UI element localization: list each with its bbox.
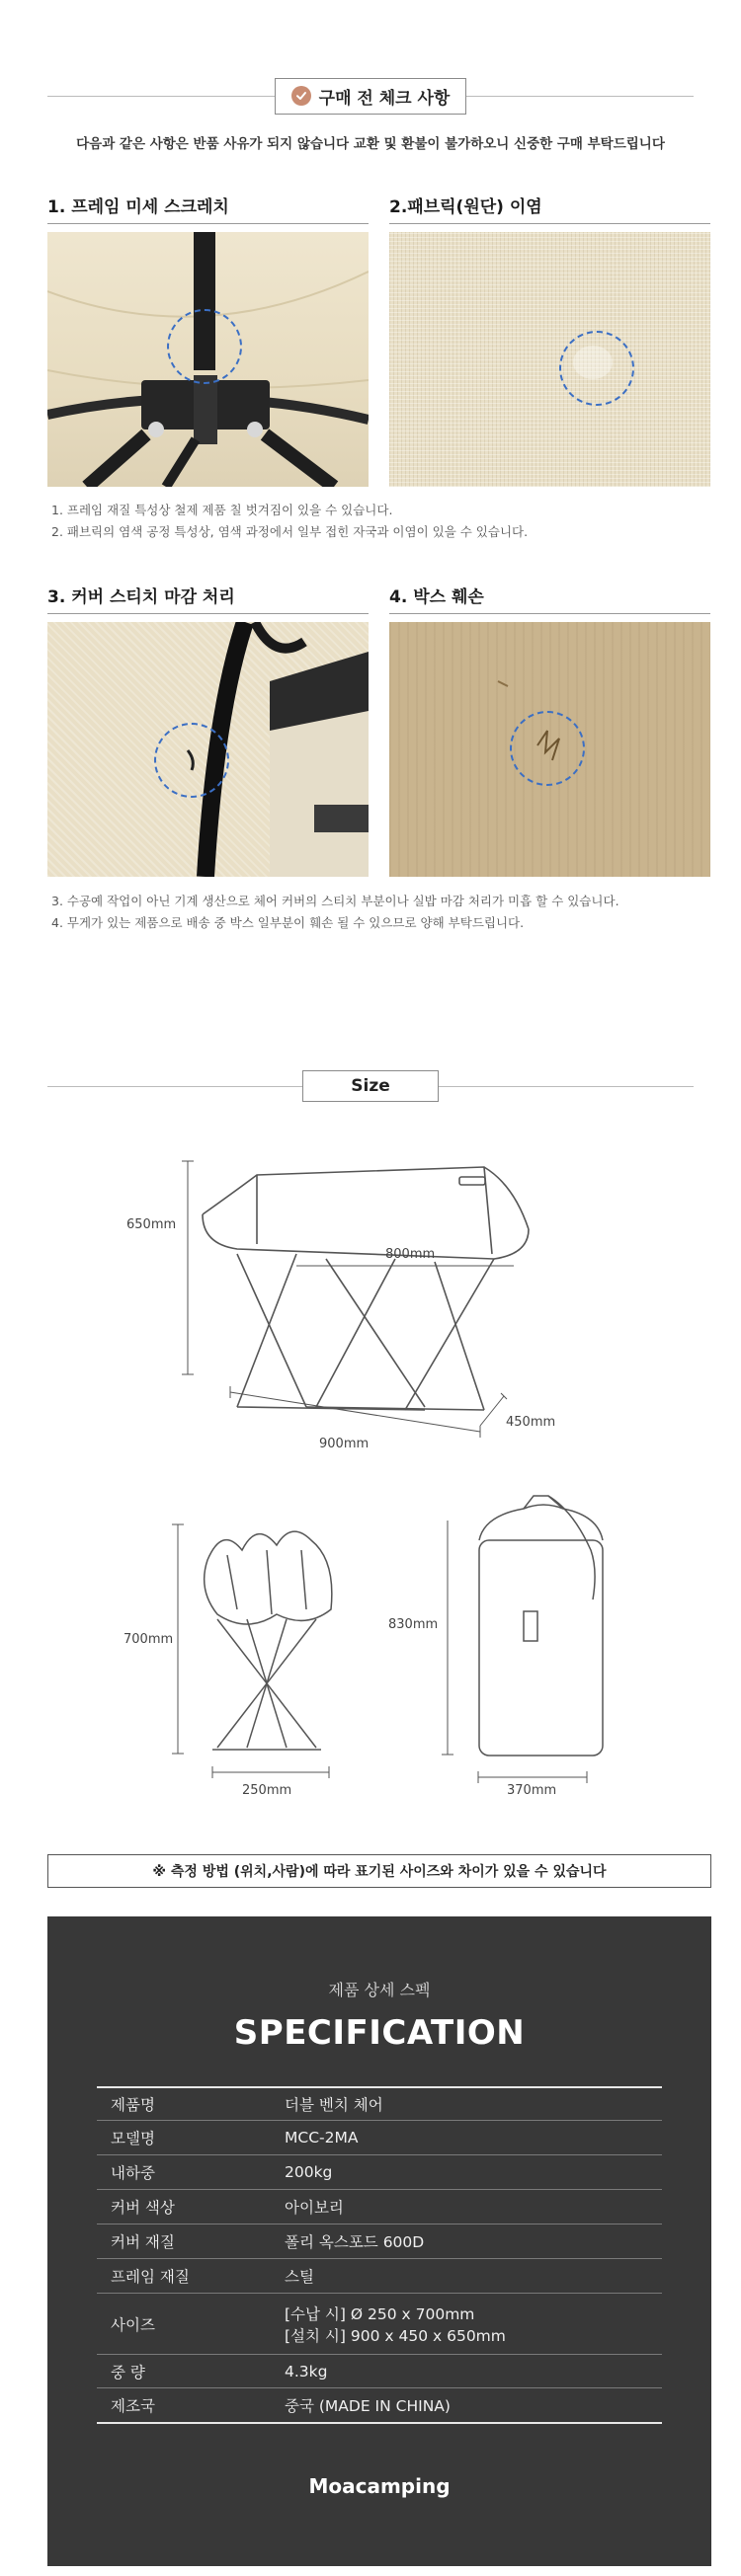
spec-value: 아이보리 — [285, 2199, 344, 2217]
highlight-circle — [559, 331, 634, 406]
spec-value: 폴리 옥스포드 600D — [285, 2233, 425, 2251]
spec-row-cover-color — [97, 2190, 662, 2225]
spec-row-weight — [97, 2355, 662, 2388]
size-section-header — [47, 1066, 694, 1106]
check-item-title: 1. 프레임 미세 스크레치 — [47, 193, 369, 224]
desc-line: 1. 프레임 재질 특성상 철제 제품 칠 벗겨짐이 있을 수 있습니다. — [51, 503, 393, 517]
box-damage-photo — [389, 622, 710, 877]
desc-line: 3. 수공예 작업이 아닌 기계 생산으로 체어 커버의 스티치 부분이나 실밥 마감 처리가 미흡 할 수 있습니다. — [51, 894, 619, 908]
brand-logo-text: Moacamping — [308, 2474, 451, 2498]
highlight-circle — [154, 723, 229, 798]
check-item-title: 4. 박스 훼손 — [389, 583, 710, 614]
spec-value — [285, 2303, 662, 2346]
spec-value: 200kg — [285, 2163, 333, 2181]
spec-row-load — [97, 2155, 662, 2190]
spec-value: MCC-2MA — [285, 2129, 359, 2147]
check-section-header — [47, 76, 694, 116]
spec-title: SPECIFICATION — [233, 2013, 526, 2053]
dim-folded-width: 250mm — [242, 1783, 292, 1798]
spec-key: 커버 재질 — [111, 2233, 175, 2251]
highlight-circle — [167, 309, 242, 384]
check-title: 구매 전 체크 사항 — [318, 88, 451, 109]
spec-value-line: [설치 시] 900 x 450 x 650mm — [285, 2326, 506, 2345]
spec-row-size — [97, 2294, 662, 2355]
spec-value: 더블 벤치 체어 — [285, 2096, 383, 2114]
spec-value-line: [수납 시] Ø 250 x 700mm — [285, 2304, 475, 2323]
dim-width-inner: 800mm — [385, 1247, 436, 1262]
spec-value: 스틸 — [285, 2268, 314, 2286]
check-item-fabric-stain — [389, 193, 710, 487]
desc-line: 2. 패브릭의 염색 공정 특성상, 염색 과정에서 일부 접힌 자국과 이염이 있을 수 있습니다. — [51, 524, 529, 539]
size-measurement-note: ※ 측정 방법 (위치,사람)에 따라 표기된 사이즈와 차이가 있을 수 있습니다 — [47, 1854, 711, 1888]
spec-row-model — [97, 2121, 662, 2155]
check-item-title: 2.패브릭(원단) 이염 — [389, 193, 710, 224]
check-item-frame-scratch — [47, 193, 369, 487]
spec-key: 프레임 재질 — [111, 2268, 190, 2286]
check-title-box — [275, 78, 467, 115]
spec-key: 제품명 — [111, 2096, 155, 2114]
specification-panel — [47, 1916, 711, 2566]
dim-folded-height: 700mm — [124, 1632, 174, 1647]
dim-depth: 450mm — [506, 1415, 556, 1430]
fabric-stain-photo — [389, 232, 710, 487]
spec-key: 중 량 — [111, 2363, 145, 2381]
dim-bag-height: 830mm — [388, 1617, 439, 1632]
spec-value: 중국 (MADE IN CHINA) — [285, 2397, 451, 2415]
check-desc-a — [51, 500, 703, 543]
check-item-title: 3. 커버 스티치 마감 처리 — [47, 583, 369, 614]
spec-row-product-name — [97, 2088, 662, 2121]
spec-key: 내하중 — [111, 2164, 155, 2182]
dim-width-total: 900mm — [319, 1437, 370, 1451]
spec-row-cover-material — [97, 2225, 662, 2259]
dimension-lines-main — [0, 1155, 741, 1471]
spec-key: 모델명 — [111, 2130, 155, 2147]
return-notice: 다음과 같은 사항은 반품 사유가 되지 않습니다 교환 및 환불이 불가하오니 신중한 구매 부탁드립니다 — [76, 136, 665, 152]
check-item-box-damage — [389, 583, 710, 877]
size-title: Size — [351, 1076, 390, 1096]
stitch-photo — [47, 622, 369, 877]
size-title-box — [302, 1070, 439, 1102]
carry-bag-drawing — [464, 1491, 622, 1767]
dim-bag-width: 370mm — [507, 1783, 557, 1798]
spec-row-origin — [97, 2388, 662, 2422]
desc-line: 4. 무게가 있는 제품으로 배송 중 박스 일부분이 훼손 될 수 있으므로 양해 부탁드립니다. — [51, 915, 525, 930]
spec-subtitle: 제품 상세 스펙 — [328, 1981, 431, 1999]
frame-scratch-photo — [47, 232, 369, 487]
dim-height-seat: 650mm — [126, 1217, 177, 1232]
check-item-stitch — [47, 583, 369, 877]
check-desc-b — [51, 891, 703, 934]
dimension-lines-folded — [0, 1521, 741, 1797]
spec-key: 사이즈 — [111, 2315, 155, 2334]
spec-value: 4.3kg — [285, 2362, 328, 2381]
spec-key: 제조국 — [111, 2397, 155, 2415]
check-circle-icon — [291, 86, 311, 106]
spec-key: 커버 색상 — [111, 2199, 175, 2217]
highlight-circle — [510, 711, 585, 786]
spec-table — [97, 2086, 662, 2424]
spec-row-frame-material — [97, 2259, 662, 2294]
